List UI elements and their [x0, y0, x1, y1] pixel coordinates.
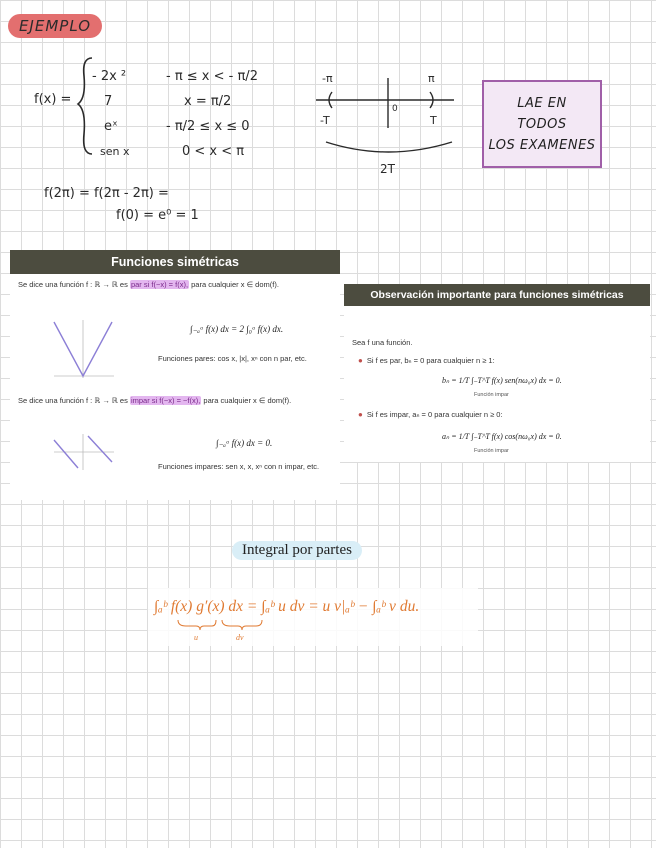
odd-def-pre: Se dice una función f : ℝ → ℝ es [18, 396, 130, 405]
case-row [92, 139, 272, 164]
obs-intro: Sea f una función. [352, 338, 413, 347]
case-expr: eˣ [104, 119, 118, 134]
odd-def-highlight: impar si f(−x) = −f(x), [130, 396, 201, 405]
axis-left-bottom: -T [320, 114, 330, 127]
case-cond: - π/2 ≤ x ≤ 0 [166, 119, 250, 134]
parts-formula: ∫ₐᵇ f(x) g′(x) dx = ∫ₐᵇ u dv = u v|ₐᵇ − ∫ₐᵇ v du. [154, 598, 420, 615]
case-row [92, 89, 272, 114]
even-integral-formula: ∫₋ₐᵃ f(x) dx = 2 ∫₀ᵃ f(x) dx. [190, 324, 284, 334]
obs-bullet-even [358, 356, 495, 366]
case-expr: 7 [104, 94, 113, 109]
fx-label: f(x) = [34, 92, 72, 107]
axis-right-top: π [428, 72, 435, 85]
case-row [92, 64, 272, 89]
note-line: TODOS [517, 116, 567, 132]
even-function-graph [50, 318, 116, 380]
obs-bullet-text: Si f es par, bₙ = 0 para cualquier n ≥ 1: [366, 356, 495, 365]
underbrace [176, 618, 266, 632]
parts-formula-block [148, 588, 478, 646]
obs-formula-bn: bₙ = 1/T ∫₋T^T f(x) sen(nω₀x) dx = 0. [442, 376, 562, 385]
axis-zero: 0 [392, 104, 398, 114]
obs-bullet-odd [358, 410, 503, 420]
u-label: u [194, 633, 198, 642]
panel-title: Observación importante para funciones simétricas [344, 284, 650, 306]
example-tag: EJEMPLO [8, 14, 102, 38]
case-row [92, 114, 272, 139]
obs-formula-an: aₙ = 1/T ∫₋T^T f(x) cos(nω₀x) dx = 0. [442, 432, 562, 441]
axis-right-bottom: T [430, 114, 437, 127]
odd-function-graph [50, 432, 116, 472]
panel-title: Funciones simétricas [10, 250, 340, 274]
odd-definition [18, 396, 318, 406]
even-def-post: para cualquier x ∈ dom(f). [189, 280, 279, 289]
note-line: LAE EN [517, 95, 567, 111]
bullet-icon: ● [358, 410, 363, 419]
obs-note-an: Función impar [474, 448, 509, 454]
odd-examples: Funciones impares: sen x, x, xⁿ con n impar, etc. [158, 462, 320, 471]
parts-title: Integral por partes [232, 541, 362, 560]
even-def-highlight: par si f(−x) = f(x), [130, 280, 189, 289]
case-expr: - 2x ² [92, 69, 127, 84]
odd-integral-formula: ∫₋ₐᵃ f(x) dx = 0. [216, 438, 273, 448]
dv-label: dv [236, 633, 244, 642]
axis-left-top: -π [322, 72, 333, 85]
even-definition [18, 280, 318, 290]
case-expr: sen x [100, 145, 130, 158]
bullet-icon: ● [358, 356, 363, 365]
brace-label: 2T [380, 162, 395, 176]
exam-note [482, 80, 602, 168]
case-cond: - π ≤ x < - π/2 [166, 69, 258, 84]
obs-bullet-text: Si f es impar, aₙ = 0 para cualquier n ≥ 0: [366, 410, 503, 419]
eval-line-1: f(2π) = f(2π - 2π) = [44, 186, 169, 201]
odd-def-post: para cualquier x ∈ dom(f). [201, 396, 292, 405]
note-line: LOS EXAMENES [488, 137, 596, 153]
case-cond: 0 < x < π [182, 144, 245, 159]
even-examples: Funciones pares: cos x, |x|, xⁿ con n par, etc. [158, 354, 307, 363]
observation-panel [344, 284, 650, 462]
obs-note-bn: Función impar [474, 392, 509, 398]
case-cond: x = π/2 [184, 94, 232, 109]
piecewise-cases [92, 64, 272, 164]
even-def-pre: Se dice una función f : ℝ → ℝ es [18, 280, 130, 289]
symmetric-functions-panel [10, 250, 340, 500]
eval-line-2: f(0) = e⁰ = 1 [116, 208, 199, 223]
